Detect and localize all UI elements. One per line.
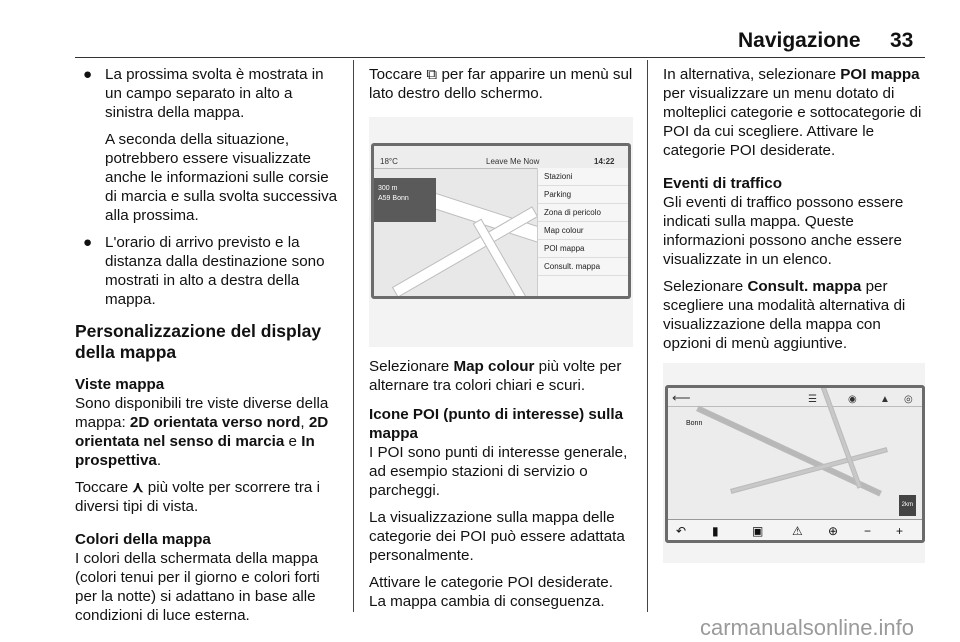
paragraph-viste [75,375,340,470]
menu-item[interactable]: POI mappa [538,240,628,258]
display-screen [665,385,925,543]
column-3 [663,65,928,563]
text: più volte per scorrere tra i diversi tipi di vista. [75,479,320,515]
map-road [696,406,882,497]
car-icon[interactable]: ◉ [848,394,857,405]
side-menu [537,168,628,296]
subheading: Colori della mappa [75,531,211,548]
bullet-item [75,233,340,309]
bold-term: Map colour [453,358,535,375]
back-arrow-icon[interactable]: ⟵ [672,390,691,405]
status-bar [374,146,628,169]
bold-term: In prospettiva [75,433,315,469]
text: Sono disponibili tre viste diverse della mappa: [75,395,329,431]
section-title: Navigazione [738,29,861,52]
page-header [0,0,960,60]
bold-term: POI mappa [840,66,920,83]
map-bottom-toolbar [668,519,922,540]
text: . [156,452,162,469]
menu-item[interactable]: Parking [538,186,628,204]
bullet-text: La prossima svolta è mostrata in un campo separato in alto a sinistra della mappa. [105,66,324,121]
paragraph: Attivare le categorie POI desiderate. La mappa cambia di conseguenza. [369,574,613,610]
display-screen [371,143,631,299]
text: Toccare [369,66,427,83]
turn-distance: 300 m [378,185,398,192]
compass-icon[interactable]: ▲ [880,394,890,405]
column-1 [75,65,340,633]
menu-item[interactable]: Map colour [538,222,628,240]
column-divider-2 [647,60,648,612]
menu-icon: ⧉ [426,66,438,83]
text: I POI sono punti di interesse generale, ad esempio stazioni di servizio o parcheggi. [369,444,628,499]
paragraph-traffic [663,174,928,269]
text: e [284,433,302,450]
bold-term: 2D orientata nel senso di marcia [75,414,329,450]
parking-icon[interactable]: ▣ [752,524,764,538]
text: Selezionare [369,358,454,375]
text: più volte per alternare tra colori chiari e scuri. [369,358,622,394]
watermark: carmanualsonline.info [700,615,915,640]
map-place-label: Bonn [686,420,703,427]
text: per far apparire un menù sul lato destro dello schermo. [369,66,633,102]
bold-term: Consult. mappa [747,278,862,295]
bullet-dot: ● [83,234,93,251]
next-turn-box [374,178,436,222]
subheading: Icone POI (punto di interesse) sulla mappa [369,406,624,442]
center-icon[interactable]: ⊕ [828,524,839,538]
traffic-icon[interactable]: ⚠ [792,524,803,538]
map-toolbar [668,388,922,407]
bold-term: 2D orientata verso nord [129,414,301,431]
text: Gli eventi di traffico possono essere indicati sulla mappa. Queste informazioni possono anche essere visualizzate in un elenco. [663,194,904,268]
screenshot-map-full [663,363,925,563]
text: per visualizzare un menu dotato di molteplici categorie e sottocategorie di POI da cui scegliere. Attivare le categorie POI desiderate. [663,85,922,159]
subheading: Eventi di traffico [663,175,782,192]
map-scale: 2km [899,495,916,516]
text: , [300,414,309,431]
bullet-text: L'orario di arrivo previsto e la distanza dalla destinazione sono mostrati in alto a destra della mappa. [105,234,325,308]
page-number: 33 [890,29,914,52]
menu-item[interactable]: Stazioni [538,168,628,186]
route-icon[interactable]: ↶ [676,524,687,538]
paragraph-consult [663,277,928,353]
section-heading: Personalizzazione del display della mappa [75,321,322,362]
paragraph: La visualizzazione sulla mappa delle categorie dei POI può essere adattata personalmente. [369,509,625,564]
menu-item[interactable]: Consult. mappa [538,258,628,276]
text: Selezionare [663,278,748,295]
list-icon[interactable]: ☰ [808,394,817,405]
route-label: Leave Me Now [486,157,540,166]
column-divider-1 [353,60,354,612]
menu-item[interactable]: Zona di pericolo [538,204,628,222]
text: Toccare [75,479,133,496]
bullet-text: A seconda della situazione, potrebbero essere visualizzate anche le informazioni sulle corsie di marcia e sulla svolta successiva alla prossima. [105,131,338,224]
subheading: Viste mappa [75,376,165,393]
temperature: 18°C [380,157,398,166]
text: per scegliere una modalità alternativa di visualizzazione della mappa con opzioni di menù aggiuntive. [663,278,906,352]
fuel-icon[interactable]: ▮ [712,524,719,538]
zoom-out-icon[interactable]: − [864,524,872,538]
paragraph-poi [369,405,633,500]
paragraph-intro [369,65,633,103]
text: I colori della schermata della mappa (colori tenui per il giorno e colori forti per la notte) si adattano in base alle condizioni di luce esterna. [75,550,320,624]
header-rule [75,57,925,58]
paragraph-toccare [75,478,340,516]
paragraph-alt [663,65,928,160]
settings-icon[interactable]: ◎ [904,394,913,405]
paragraph-colori [75,530,340,625]
turn-road: A59 Bonn [378,195,409,202]
chevron-up-icon: ⋏ [132,479,144,496]
bullet-item [75,65,340,225]
zoom-in-icon[interactable]: + [896,524,904,538]
paragraph-map-colour [369,357,633,395]
column-2 [369,65,633,619]
text: In alternativa, selezionare [663,66,841,83]
clock: 14:22 [594,157,615,166]
bullet-dot: ● [83,66,93,83]
screenshot-map-menu [369,117,633,347]
